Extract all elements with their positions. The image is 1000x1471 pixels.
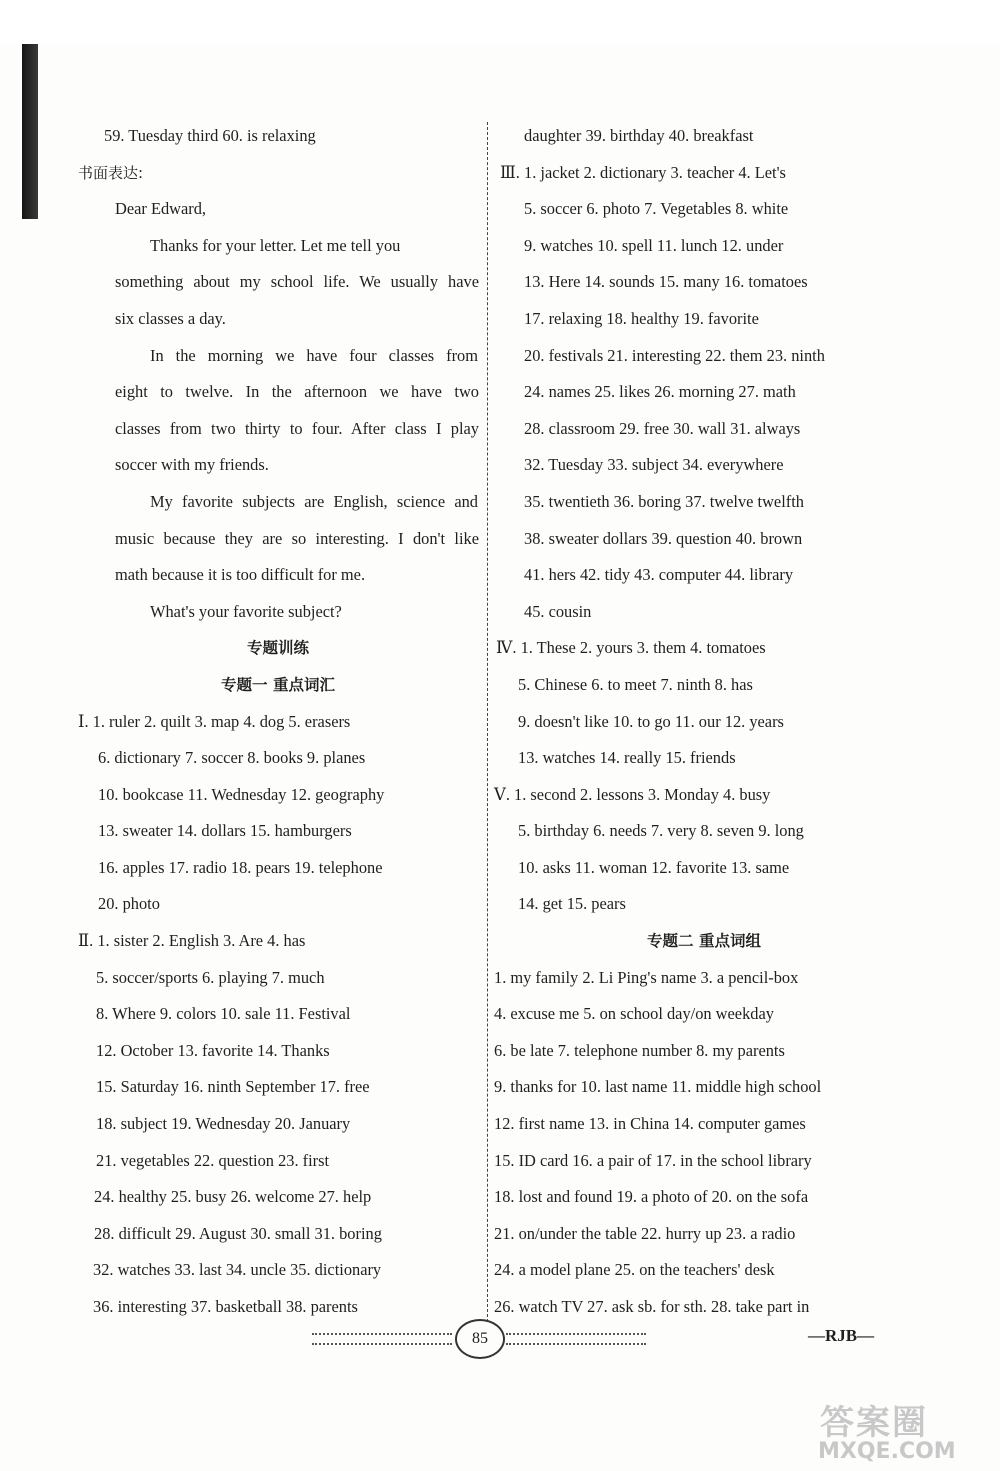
answer-line: 20. photo xyxy=(98,894,160,914)
answer-line: 12. October 13. favorite 14. Thanks xyxy=(96,1040,330,1060)
watermark xyxy=(790,1395,990,1465)
answer-line: 16. apples 17. radio 18. pears 19. telephone xyxy=(98,857,383,877)
scan-top-margin xyxy=(0,0,1000,44)
answer-line: 4. excuse me 5. on school day/on weekday xyxy=(494,1004,774,1024)
answer-line: 9. thanks for 10. last name 11. middle high school xyxy=(494,1077,822,1097)
section-title-special-training: 专题训练 xyxy=(246,639,309,658)
letter-line: something about my school life. We usually have xyxy=(115,272,479,292)
answer-line: 21. vegetables 22. question 23. first xyxy=(96,1150,330,1170)
answer-line: 14. get 15. pears xyxy=(518,894,626,914)
answer-line: 26. watch TV 27. ask sb. for sth. 28. take part in xyxy=(494,1297,810,1316)
watermark-url: MXQE.COM xyxy=(818,1439,956,1464)
answer-line: Ⅰ. 1. ruler 2. quilt 3. map 4. dog 5. erasers xyxy=(78,711,351,731)
answer-line: 45. cousin xyxy=(524,601,592,621)
answer-line: 41. hers 42. tidy 43. computer 44. library xyxy=(524,565,794,585)
answer-line: 15. Saturday 16. ninth September 17. free xyxy=(96,1077,370,1097)
answer-line: 10. bookcase 11. Wednesday 12. geography xyxy=(98,784,385,804)
column-divider xyxy=(487,122,488,1322)
letter-line: eight to twelve. In the afternoon we have two xyxy=(115,382,479,402)
left-column xyxy=(78,118,478,1326)
watermark-logo: 答案圈 xyxy=(820,1403,928,1443)
letter-line: soccer with my friends. xyxy=(115,455,269,475)
answer-line: 28. difficult 29. August 30. small 31. boring xyxy=(94,1223,382,1243)
letter-line: music because they are so interesting. I don't like xyxy=(115,528,479,548)
answer-line: 5. soccer/sports 6. playing 7. much xyxy=(96,967,325,987)
letter-line: My favorite subjects are English, science and xyxy=(150,491,478,511)
answer-line: 5. birthday 6. needs 7. very 8. seven 9. long xyxy=(518,821,804,841)
answer-line: 21. on/under the table 22. hurry up 23. a radio xyxy=(494,1223,796,1243)
answer-line: Ⅳ. 1. These 2. yours 3. them 4. tomatoes xyxy=(496,638,766,658)
answer-line: 24. a model plane 25. on the teachers' desk xyxy=(494,1260,775,1280)
answer-line: 6. dictionary 7. soccer 8. books 9. planes xyxy=(98,748,366,768)
answer-line: 12. first name 13. in China 14. computer games xyxy=(494,1114,806,1134)
answer-line: 13. sweater 14. dollars 15. hamburgers xyxy=(98,821,352,841)
answer-line: 1. my family 2. Li Ping's name 3. a pencil-box xyxy=(494,967,799,987)
section-title-topic-two: 专题二 重点词组 xyxy=(647,932,761,951)
binding-edge-shadow xyxy=(22,44,38,219)
answer-line: 17. relaxing 18. healthy 19. favorite xyxy=(524,308,759,328)
answer-line: 24. healthy 25. busy 26. welcome 27. help xyxy=(94,1187,372,1207)
answer-line: 15. ID card 16. a pair of 17. in the school library xyxy=(494,1150,812,1170)
series-code: —RJB— xyxy=(808,1326,875,1345)
page-number: 85 xyxy=(455,1319,505,1359)
footer-ornament-left xyxy=(312,1333,452,1345)
answer-line: 20. festivals 21. interesting 22. them 23. ninth xyxy=(524,345,825,365)
letter-salutation: Dear Edward, xyxy=(115,199,207,219)
answer-line: 24. names 25. likes 26. morning 27. math xyxy=(524,382,796,402)
answer-line: 5. Chinese 6. to meet 7. ninth 8. has xyxy=(518,674,753,694)
answer-line: 59. Tuesday third 60. is relaxing xyxy=(104,126,316,145)
footer-ornament-right xyxy=(506,1333,646,1345)
answer-line: 28. classroom 29. free 30. wall 31. always xyxy=(524,418,801,438)
letter-line: classes from two thirty to four. After class I play xyxy=(115,418,479,438)
answer-line: 36. interesting 37. basketball 38. parents xyxy=(93,1297,358,1316)
answer-line: 9. watches 10. spell 11. lunch 12. under xyxy=(524,235,784,255)
answer-line: 35. twentieth 36. boring 37. twelve twelfth xyxy=(524,491,804,511)
answer-line: 38. sweater dollars 39. question 40. brown xyxy=(524,528,803,548)
answer-line: 18. subject 19. Wednesday 20. January xyxy=(96,1114,351,1134)
answer-line: 13. watches 14. really 15. friends xyxy=(518,748,736,768)
answer-line: Ⅴ. 1. second 2. lessons 3. Monday 4. busy xyxy=(494,784,771,804)
section-heading-writing: 书面表达: xyxy=(78,163,144,182)
section-title-topic-one: 专题一 重点词汇 xyxy=(221,675,335,694)
letter-line: six classes a day. xyxy=(115,308,226,328)
answer-line: Ⅲ. 1. jacket 2. dictionary 3. teacher 4. Let's xyxy=(500,162,786,182)
letter-line: What's your favorite subject? xyxy=(150,601,342,621)
answer-line: 9. doesn't like 10. to go 11. our 12. years xyxy=(518,711,784,731)
answer-line: 10. asks 11. woman 12. favorite 13. same xyxy=(518,857,790,877)
letter-line: In the morning we have four classes from xyxy=(150,345,478,365)
answer-line: 32. Tuesday 33. subject 34. everywhere xyxy=(524,455,784,475)
answer-line: 18. lost and found 19. a photo of 20. on the sofa xyxy=(494,1187,809,1207)
answer-line: 32. watches 33. last 34. uncle 35. dictionary xyxy=(93,1260,382,1280)
answer-line: 8. Where 9. colors 10. sale 11. Festival xyxy=(96,1004,351,1024)
letter-line: math because it is too difficult for me. xyxy=(115,565,366,585)
answer-line: daughter 39. birthday 40. breakfast xyxy=(524,126,754,145)
letter-line: Thanks for your letter. Let me tell you xyxy=(150,235,401,255)
answer-line: 13. Here 14. sounds 15. many 16. tomatoes xyxy=(524,272,808,292)
answer-line: 5. soccer 6. photo 7. Vegetables 8. white xyxy=(524,199,789,219)
answer-line: Ⅱ. 1. sister 2. English 3. Are 4. has xyxy=(78,931,306,951)
right-column xyxy=(494,118,914,1326)
answer-line: 6. be late 7. telephone number 8. my parents xyxy=(494,1040,785,1060)
